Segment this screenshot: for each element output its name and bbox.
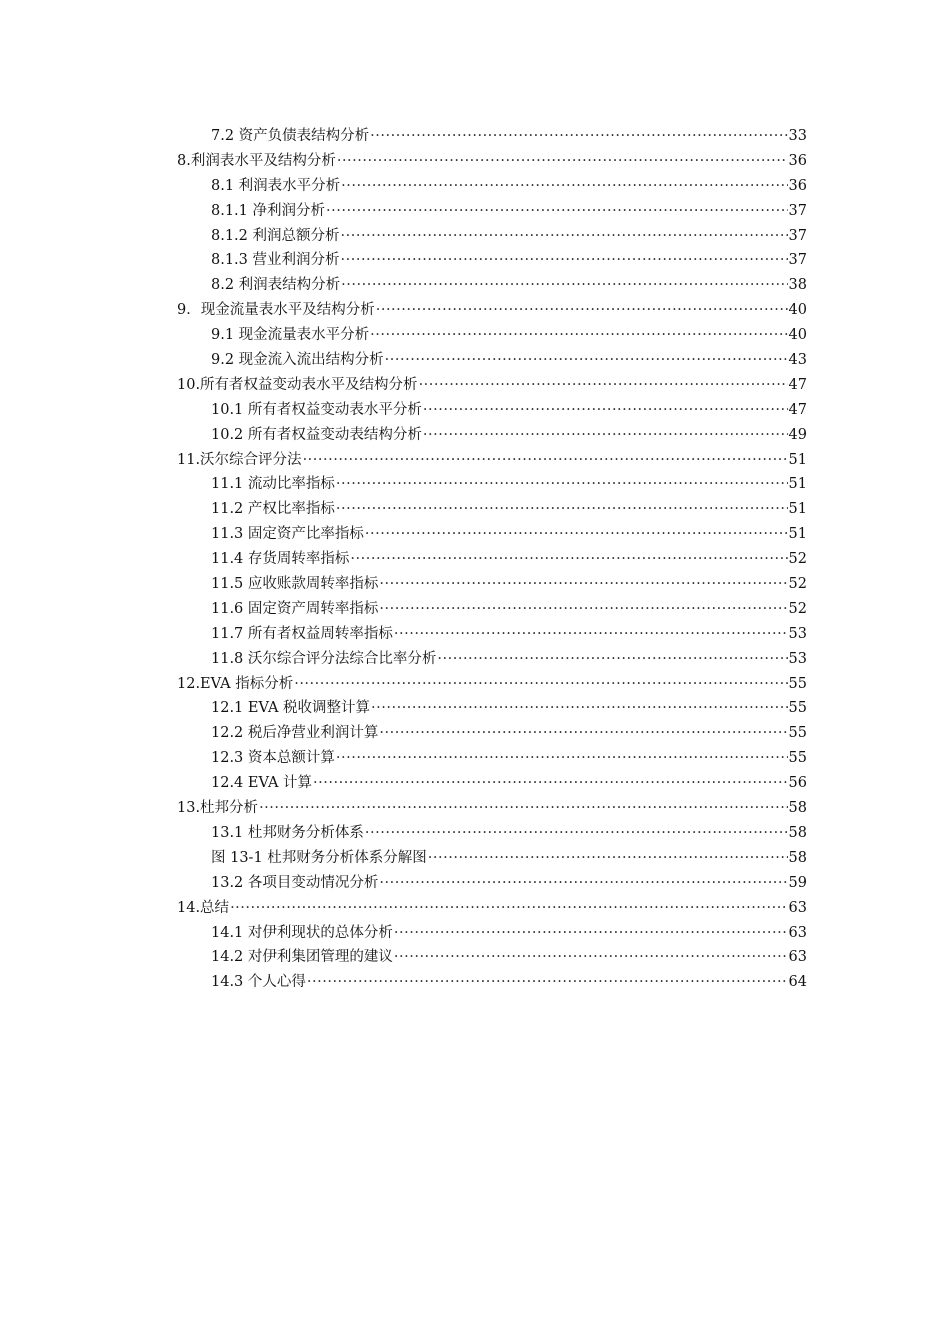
toc-dot-leader bbox=[341, 224, 788, 249]
toc-dot-leader bbox=[379, 721, 787, 746]
toc-entry-title: 12.EVA 指标分析 bbox=[177, 675, 294, 692]
toc-entry-title: 8.1.3 营业利润分析 bbox=[211, 252, 340, 269]
toc-page-number: 63 bbox=[788, 899, 807, 916]
toc-page-number: 58 bbox=[788, 824, 807, 841]
toc-entry-title: 13.2 各项目变动情况分析 bbox=[211, 874, 379, 891]
toc-dot-leader bbox=[379, 597, 787, 622]
toc-entry-title: 12.2 税后净营业利润计算 bbox=[211, 725, 379, 742]
toc-entry[interactable] bbox=[177, 423, 807, 448]
toc-dot-leader bbox=[428, 846, 788, 871]
toc-entry-title: 14.2 对伊利集团管理的建议 bbox=[211, 949, 393, 966]
toc-dot-leader bbox=[326, 199, 788, 224]
toc-dot-leader bbox=[294, 672, 787, 697]
toc-page-number: 53 bbox=[788, 625, 807, 642]
toc-dot-leader bbox=[394, 921, 788, 946]
toc-page-number: 38 bbox=[788, 277, 807, 294]
toc-entry[interactable] bbox=[177, 821, 807, 846]
toc-entry[interactable] bbox=[177, 298, 807, 323]
toc-entry-title: 11.5 应收账款周转率指标 bbox=[211, 576, 379, 593]
toc-entry[interactable] bbox=[177, 945, 807, 970]
toc-entry-title: 11.3 固定资产比率指标 bbox=[211, 526, 364, 543]
toc-dot-leader bbox=[336, 497, 788, 522]
toc-dot-leader bbox=[423, 423, 788, 448]
toc-entry-title: 10.所有者权益变动表水平及结构分析 bbox=[177, 376, 418, 393]
toc-entry-title: 8.1 利润表水平分析 bbox=[211, 177, 341, 194]
toc-entry[interactable] bbox=[177, 921, 807, 946]
toc-entry[interactable] bbox=[177, 497, 807, 522]
toc-entry-title: 7.2 资产负债表结构分析 bbox=[211, 128, 370, 144]
toc-dot-leader bbox=[423, 398, 788, 423]
toc-entry-title: 8.1.2 利润总额分析 bbox=[211, 227, 340, 244]
toc-dot-leader bbox=[370, 323, 787, 348]
toc-entry-title: 9.1 现金流量表水平分析 bbox=[211, 327, 370, 344]
toc-page-number: 63 bbox=[788, 949, 807, 966]
toc-entry[interactable] bbox=[177, 348, 807, 373]
toc-entry-title: 10.1 所有者权益变动表水平分析 bbox=[211, 401, 422, 418]
toc-entry-title: 13.1 杜邦财务分析体系 bbox=[211, 824, 364, 841]
toc-dot-leader bbox=[379, 572, 787, 597]
toc-entry-title: 12.1 EVA 税收调整计算 bbox=[211, 700, 371, 717]
toc-dot-leader bbox=[394, 945, 788, 970]
toc-dot-leader bbox=[370, 124, 787, 149]
toc-entry-title: 11.8 沃尔综合评分法综合比率分析 bbox=[211, 650, 437, 667]
toc-entry[interactable] bbox=[177, 721, 807, 746]
toc-dot-leader bbox=[259, 796, 787, 821]
toc-entry[interactable] bbox=[177, 248, 807, 273]
toc-page-number: 51 bbox=[788, 501, 807, 518]
toc-dot-leader bbox=[365, 821, 788, 846]
toc-page-number: 40 bbox=[788, 327, 807, 344]
toc-page-number: 36 bbox=[788, 177, 807, 194]
toc-entry[interactable] bbox=[177, 273, 807, 298]
toc-entry-title: 10.2 所有者权益变动表结构分析 bbox=[211, 426, 422, 443]
toc-entry-title: 11.6 固定资产周转率指标 bbox=[211, 600, 379, 617]
toc-page-number: 55 bbox=[788, 750, 807, 767]
toc-page-number: 51 bbox=[788, 451, 807, 468]
toc-page-number: 49 bbox=[788, 426, 807, 443]
toc-entry[interactable] bbox=[177, 472, 807, 497]
toc-page-number: 51 bbox=[788, 526, 807, 543]
toc-entry[interactable] bbox=[177, 572, 807, 597]
toc-entry[interactable] bbox=[177, 970, 807, 995]
toc-dot-leader bbox=[336, 472, 788, 497]
toc-entry-title: 14.总结 bbox=[177, 899, 230, 916]
toc-dot-leader bbox=[341, 174, 787, 199]
toc-page-number: 52 bbox=[788, 600, 807, 617]
toc-page-number: 52 bbox=[788, 551, 807, 568]
toc-entry-title: 14.1 对伊利现状的总体分析 bbox=[211, 924, 393, 941]
toc-dot-leader bbox=[376, 298, 788, 323]
toc-entry-title: 14.3 个人心得 bbox=[211, 974, 306, 991]
toc-entry[interactable] bbox=[177, 373, 807, 398]
toc-entry[interactable] bbox=[177, 398, 807, 423]
toc-dot-leader bbox=[341, 273, 787, 298]
toc-entry-title: 9．现金流量表水平及结构分析 bbox=[177, 302, 375, 319]
toc-dot-leader bbox=[365, 522, 788, 547]
toc-entry-title: 11.7 所有者权益周转率指标 bbox=[211, 625, 393, 642]
toc-entry[interactable] bbox=[177, 149, 807, 174]
toc-dot-leader bbox=[385, 348, 788, 373]
toc-page-number: 53 bbox=[788, 650, 807, 667]
toc-entry[interactable] bbox=[177, 174, 807, 199]
toc-page-number: 56 bbox=[788, 775, 807, 792]
toc-dot-leader bbox=[336, 746, 788, 771]
toc-page-number: 47 bbox=[788, 376, 807, 393]
toc-entry[interactable] bbox=[177, 622, 807, 647]
toc-page-number: 43 bbox=[788, 352, 807, 369]
toc-entry-title: 11.沃尔综合评分法 bbox=[177, 451, 302, 468]
toc-page-number: 58 bbox=[788, 800, 807, 817]
toc-dot-leader bbox=[230, 896, 787, 921]
toc-page-number: 59 bbox=[788, 874, 807, 891]
toc-entry[interactable] bbox=[177, 199, 807, 224]
toc-entry[interactable] bbox=[177, 224, 807, 249]
toc-entry[interactable] bbox=[177, 672, 807, 697]
toc-page-number: 37 bbox=[788, 252, 807, 269]
toc-entry[interactable] bbox=[177, 547, 807, 572]
toc-entry-title: 8.利润表水平及结构分析 bbox=[177, 152, 336, 169]
toc-entry-title: 12.3 资本总额计算 bbox=[211, 750, 335, 767]
toc-dot-leader bbox=[337, 149, 788, 174]
toc-entry-title: 13.杜邦分析 bbox=[177, 800, 259, 817]
toc-page-number: 40 bbox=[788, 302, 807, 319]
toc-entry-title: 11.4 存货周转率指标 bbox=[211, 551, 350, 568]
toc-dot-leader bbox=[437, 647, 787, 672]
toc-page-number: 55 bbox=[788, 675, 807, 692]
toc-page-number: 58 bbox=[788, 849, 807, 866]
toc-page-number: 55 bbox=[788, 725, 807, 742]
toc-page-number: 52 bbox=[788, 576, 807, 593]
toc-page-number: 47 bbox=[788, 401, 807, 418]
toc-entry-title: 11.1 流动比率指标 bbox=[211, 476, 335, 493]
toc-entry[interactable] bbox=[177, 448, 807, 473]
toc-entry[interactable] bbox=[177, 896, 807, 921]
table-of-contents bbox=[177, 124, 807, 995]
toc-entry[interactable] bbox=[177, 522, 807, 547]
toc-page-number: 36 bbox=[788, 152, 807, 169]
toc-entry-title: 12.4 EVA 计算 bbox=[211, 775, 313, 792]
toc-entry-title: 8.1.1 净利润分析 bbox=[211, 202, 326, 219]
toc-entry[interactable] bbox=[177, 597, 807, 622]
toc-dot-leader bbox=[307, 970, 788, 995]
toc-entry-title: 图 13-1 杜邦财务分析体系分解图 bbox=[211, 849, 427, 866]
toc-entry[interactable] bbox=[177, 796, 807, 821]
toc-dot-leader bbox=[394, 622, 788, 647]
toc-dot-leader bbox=[379, 871, 787, 896]
toc-entry[interactable] bbox=[177, 647, 807, 672]
toc-entry[interactable] bbox=[177, 871, 807, 896]
toc-entry-title: 8.2 利润表结构分析 bbox=[211, 277, 341, 294]
toc-dot-leader bbox=[371, 696, 788, 721]
toc-entry[interactable] bbox=[177, 323, 807, 348]
toc-dot-leader bbox=[313, 771, 788, 796]
toc-entry[interactable] bbox=[177, 696, 807, 721]
toc-page-number: 33 bbox=[788, 128, 807, 144]
toc-entry[interactable] bbox=[177, 124, 807, 149]
toc-dot-leader bbox=[419, 373, 788, 398]
toc-page-number: 63 bbox=[788, 924, 807, 941]
toc-entry-title: 11.2 产权比率指标 bbox=[211, 501, 335, 518]
toc-entry[interactable] bbox=[177, 746, 807, 771]
toc-page-number: 55 bbox=[788, 700, 807, 717]
toc-dot-leader bbox=[350, 547, 787, 572]
toc-entry-title: 9.2 现金流入流出结构分析 bbox=[211, 352, 384, 369]
toc-page-number: 64 bbox=[788, 974, 807, 991]
toc-entry[interactable] bbox=[177, 846, 807, 871]
toc-page-number: 51 bbox=[788, 476, 807, 493]
toc-dot-leader bbox=[341, 248, 788, 273]
toc-dot-leader bbox=[303, 448, 788, 473]
toc-page-number: 37 bbox=[788, 227, 807, 244]
toc-page-number: 37 bbox=[788, 202, 807, 219]
toc-entry[interactable] bbox=[177, 771, 807, 796]
